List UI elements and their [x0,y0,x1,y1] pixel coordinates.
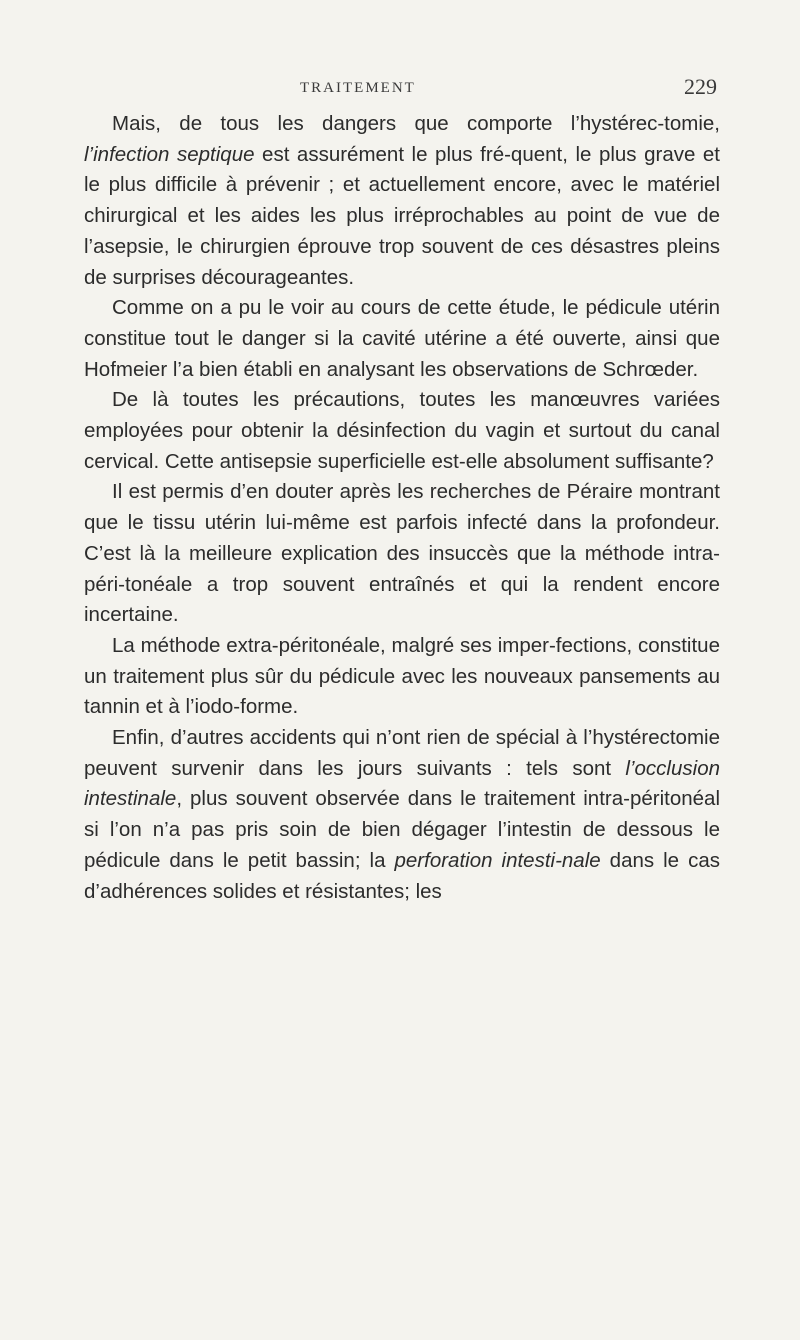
paragraph-uterine-pedicle: Comme on a pu le voir au cours de cette étude, le pédicule utérin constitue tout le danger si la cavité utérine a été ouverte, ainsi que Hofmeier l’a bien établi en analysant les observations de Schrœder. [84,296,720,381]
emphasis-perforation-intestinale: perforation intesti-nale [394,848,601,872]
paragraph-extraperitoneal-method: La méthode extra-péritonéale, malgré ses imper-fections, constitue un traitement plus sûr du pédicule avec les nouveaux pansements au tannin et à l’iodo-forme. [84,633,720,719]
emphasis-occlusion-intestinale: l’occlusion intestinale [84,756,720,811]
paragraph-precautions: De là toutes les précautions, toutes les manœuvres variées employées pour obtenir la désinfection du vagin et surtout du canal cervical. Cette antisepsie superficielle est-elle absolument suffisante? [84,388,720,473]
emphasis-infection-septique: l’infection septique [84,142,255,166]
paragraph-septic-infection: Mais, de tous les dangers que comporte l’hystérec-tomie, l’infection septique est assurément le plus fré-quent, le plus grave et le plus difficile à prévenir ; et actuellement encore, avec le matériel chirurgical et les aides les plus irréprochables au point de vue de l’asepsie, le chirurgien éprouve trop souvent de ces désastres pleins de surprises décourageantes. [84,112,720,289]
paragraph-peraire-research: Il est permis d’en douter après les recherches de Péraire montrant que le tissu utérin lui-même est parfois infecté dans la profondeur. C’est là la meilleure explication des insuccès que la méthode intra-péri-tonéale a trop souvent entraînés et qui la rendent encore incertaine. [84,480,720,627]
body-text [84,109,720,907]
running-title: TRAITEMENT [300,80,416,96]
running-header [0,74,800,104]
page-number: 229 [684,74,717,99]
paragraph-other-accidents: Enfin, d’autres accidents qui n’ont rien de spécial à l’hystérectomie peuvent survenir dans les jours suivants : tels sont l’occlusion intestinale, plus souvent observée dans le traitement intra-péritonéal si l’on n’a pas pris soin de bien dégager l’intestin de dessous le pédicule dans le petit bassin; la perforation intesti-nale dans le cas d’adhérences solides et résistantes; les [84,726,720,903]
